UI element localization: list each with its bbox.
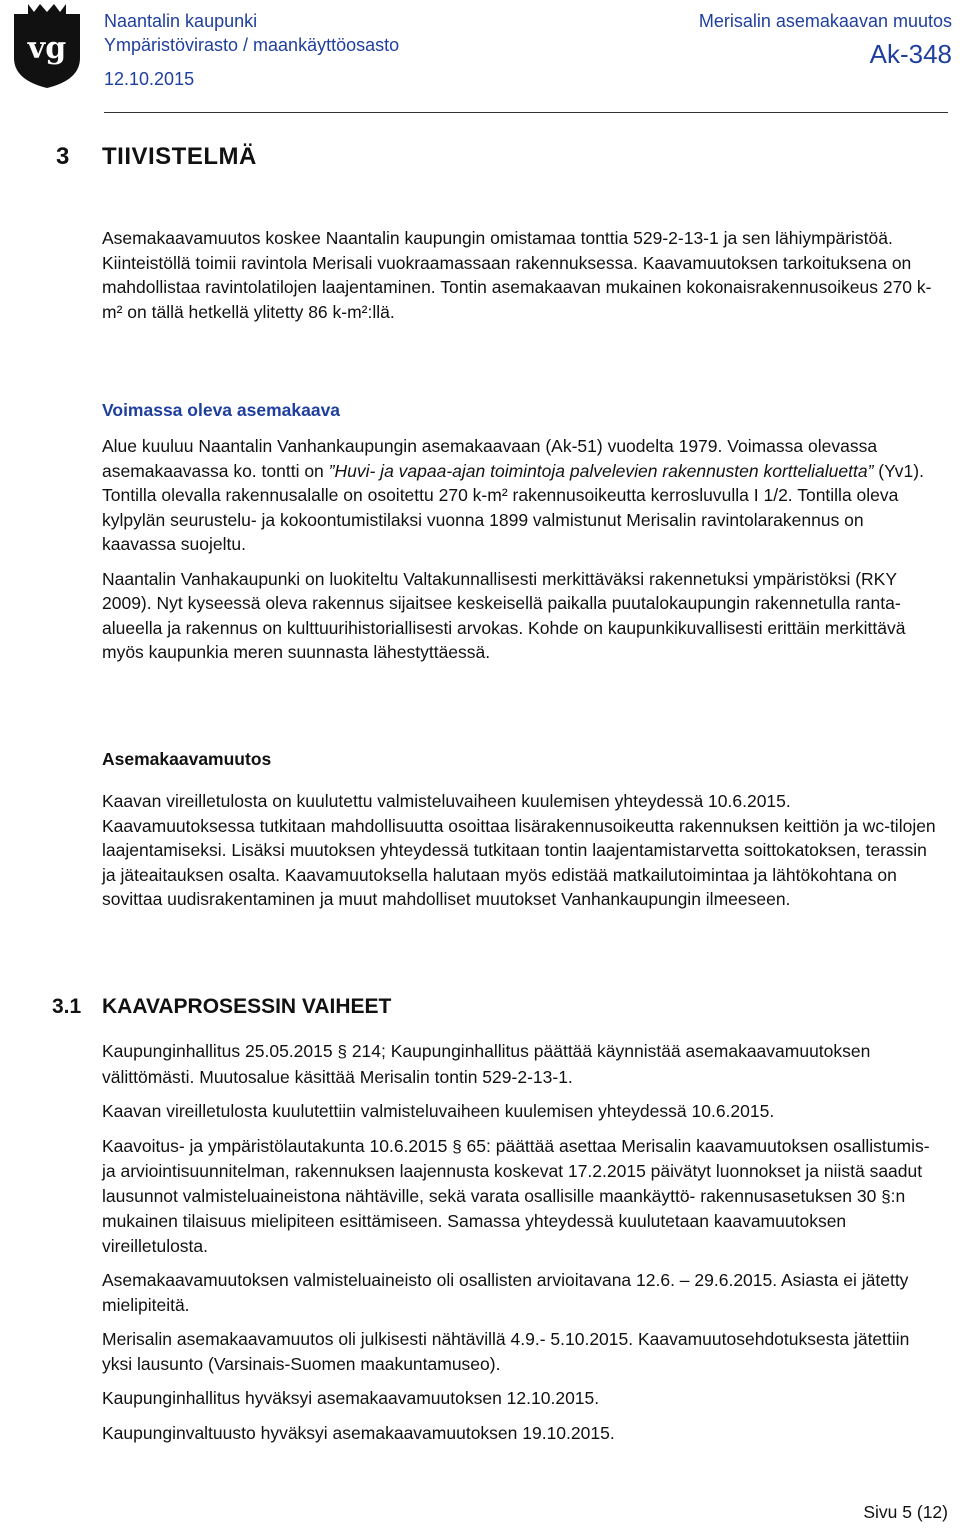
org-department: Ympäristövirasto / maankäyttöosasto (104, 35, 400, 55)
doc-title: Merisalin asemakaavan muutos (698, 11, 952, 31)
step-7: Kaupunginvaltuusto hyväksyi asemakaavamuutoksen 19.10.2015. (102, 1422, 615, 1443)
step-6: Kaupunginhallitus hyväksyi asemakaavamuutoksen 12.10.2015. (102, 1388, 600, 1408)
step-4: Asemakaavamuutoksen valmisteluaineisto oli osallisten arvioitavana 12.6. – 29.6.2015. Asiasta ei jätetty mielipiteitä. (102, 1270, 909, 1315)
voimassa-text-b: (Yv1). Tontilla olevalla rakennusalalle on osoitettu 270 k-m² rakennusoikeutta kerrosluvulla I 1/2. Tontilla oleva kylpylän seurustelu- ja kokoontumistilaksi vuonna 1899 valmistunut Merisalin ravintolarakennus on kaavassa suojeltu. (102, 460, 924, 554)
zoning-designation: ”Huvi- ja vapaa-ajan toimintoja palvelevien rakennusten korttelialuetta” (328, 460, 874, 481)
svg-text:vg: vg (27, 31, 67, 66)
org-name: Naantalin kaupunki (104, 11, 258, 31)
section-sign: § (881, 1186, 891, 1206)
step-1 (102, 1039, 940, 1089)
subsection-number: 3.1 (52, 995, 82, 1018)
section-title: TIIVISTELMÄ (102, 143, 257, 170)
voimassa-paragraph-2: Naantalin Vanhakaupunki on luokiteltu Valtakunnallisesti merkittäväksi rakennetuksi ympäristöksi (RKY 2009). Nyt kyseessä oleva rakennus sijaitsee keskeisellä paikalla puutalokaupungin rakennetulla ranta-alueella ja rakennus on kulttuurihistoriallisesti arvokas. Kohde on kaupunkikuvallisesti erittäin merkittävä myös kaupunkia meren suunnasta lähestyttäessä. (102, 568, 906, 662)
step-3-text-b: 65: päättää asettaa Merisalin kaavamuutoksen osallistumis- ja arviointisuunnitelman, rakennuksen laajennusta koskevat 17.2.2015 päivätyt luonnokset ja niistä saadut lausunnot valmisteluaineistona nähtäville, sekä varata osallisille maankäyttö- rakennusasetuksen 30 (102, 1135, 930, 1206)
header-divider (104, 112, 948, 113)
header-right (699, 9, 952, 69)
step-3-text-c: :n mukainen tilaisuus mielipiteen esittämiseen. Samassa yhteydessä kuulutetaan kaavamuutoksen vireilletulosta. (102, 1185, 906, 1256)
section-sign: § (337, 1042, 347, 1061)
page-number: Sivu 5 (12) (863, 1502, 948, 1522)
section-number: 3 (56, 143, 70, 170)
doc-code: Ak-348 (869, 39, 952, 69)
step-1-text-a: Kaupunginhallitus 25.05.2015 (102, 1041, 338, 1061)
naantali-crest-icon (10, 0, 84, 90)
voimassa-body (102, 434, 940, 665)
doc-date: 12.10.2015 (104, 69, 195, 89)
subsection-heading (52, 995, 391, 1019)
process-steps (102, 1039, 940, 1445)
section-sign: § (452, 1136, 462, 1156)
subsection-title: KAAVAPROSESSIN VAIHEET (102, 995, 392, 1018)
step-3-text-a: Kaavoitus- ja ympäristölautakunta 10.6.2015 (102, 1135, 453, 1156)
step-1-text-b: 214; Kaupunginhallitus päättää käynnistää asemakaavamuutoksen välittömästi. Muutosalue käsittää Merisalin tontin 529-2-13-1. (102, 1041, 871, 1087)
voimassa-text-a: Alue kuuluu Naantalin Vanhankaupungin asemakaavaan (Ak-51) vuodelta 1979. Voimassa olevassa asemakaavassa ko. tontti on (102, 436, 878, 481)
summary-intro (102, 226, 940, 324)
section-heading (56, 143, 257, 171)
muutos-body (102, 789, 940, 912)
muutos-heading: Asemakaavamuutos (102, 749, 272, 769)
step-5: Merisalin asemakaavamuutos oli julkisesti nähtävillä 4.9.- 5.10.2015. Kaavamuutosehdotuksesta jätettiin yksi lausunto (Varsinais-Suomen maakuntamuseo). (102, 1329, 910, 1374)
muutos-paragraph: Kaavan vireilletulosta on kuulutettu valmisteluvaiheen kuulemisen yhteydessä 10.6.2015. Kaavamuutoksessa tutkitaan mahdollisuutta osoittaa lisärakennusoikeutta rakennuksen keittiön ja wc-tilojen laajentamiseksi. Lisäksi muutoksen yhteydessä tutkitaan tontin laajentamistarvetta soittokatoksen, terassin ja jäteaitauksen osalta. Kaavamuutoksella halutaan myös edistää matkailutoimintaa ja lähtökohtana on sovittaa uudisrakentaminen ja muut mahdolliset muutokset Vanhankaupungin ilmeeseen. (102, 791, 936, 909)
step-2: Kaavan vireilletulosta kuulutettiin valmisteluvaiheen kuulemisen yhteydessä 10.6.2015. (102, 1101, 775, 1121)
voimassa-heading: Voimassa oleva asemakaava (102, 400, 341, 420)
intro-paragraph: Asemakaavamuutos koskee Naantalin kaupungin omistamaa tonttia 529-2-13-1 ja sen lähiympäristöä. Kiinteistöllä toimii ravintola Merisali vuokraamassaan rakennuksessa. Kaavamuutoksen tarkoituksena on mahdollistaa ravintolatilojen laajentaminen. Tontin asemakaavan mukainen kokonaisrakennusoikeus 270 k-m² on tällä hetkellä ylitetty 86 k-m²:llä. (102, 228, 932, 322)
voimassa-paragraph-1 (102, 434, 940, 557)
header-left (104, 9, 399, 91)
step-3 (102, 1134, 940, 1259)
